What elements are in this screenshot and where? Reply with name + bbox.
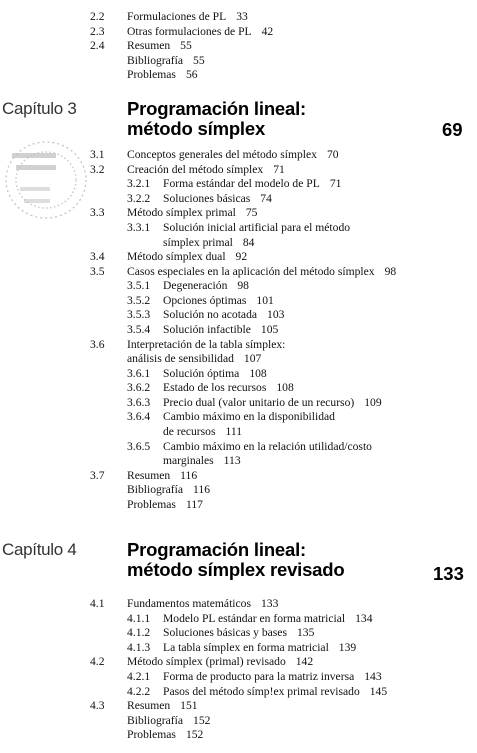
toc-entry-title: de recursos <box>163 425 216 438</box>
toc-entry-number: 3.2 <box>90 162 105 176</box>
toc-entry-title: Solución inicial artificial para el método <box>163 220 351 234</box>
toc-entry-title: Problemas <box>127 68 176 82</box>
toc-entry-title: Modelo PL estándar en forma matricial <box>163 611 346 625</box>
toc-entry-title: Soluciones básicas <box>163 191 251 205</box>
toc-entry-page: 113 <box>223 454 241 468</box>
toc-entry-title: Interpretación de la tabla símplex: <box>127 337 286 351</box>
toc-entry-page: 56 <box>185 68 198 82</box>
toc-entry-page: 109 <box>364 395 382 409</box>
toc-entry-page: 134 <box>355 611 373 625</box>
toc-entry-title: Problemas <box>127 497 176 511</box>
toc-entry-number: 3.6.4 <box>127 410 151 424</box>
toc-entry-number: 2.4 <box>90 39 105 53</box>
toc-entry-number: 4.1 <box>90 597 105 610</box>
toc-entry-page: 116 <box>180 468 198 482</box>
toc-entry-title: Bibliografía <box>127 483 184 497</box>
toc-entry-title: Solución óptima <box>163 366 240 380</box>
toc-entry-title: Precio dual (valor unitario de un recurso) <box>163 395 355 409</box>
toc-entry-page: 74 <box>260 191 272 205</box>
toc-entry-title: Forma de producto para la matriz inversa <box>163 670 355 683</box>
toc-entry-number: 4.2.2 <box>127 684 151 698</box>
toc-entry-number: 3.2.1 <box>127 177 151 191</box>
toc-entry-page: 105 <box>260 323 279 336</box>
library-stamp <box>0 135 95 225</box>
toc-entry-title: marginales <box>163 454 214 468</box>
toc-entry-page: 151 <box>180 699 198 713</box>
toc-entry-page: 117 <box>185 497 203 511</box>
toc-entry-number: 3.6 <box>90 337 105 351</box>
toc-entry-number: 3.6.3 <box>127 395 151 409</box>
toc-entry-page: 42 <box>261 24 274 38</box>
toc-entry-title: Opciones óptimas <box>163 293 247 307</box>
toc-entry-title: Problemas <box>127 728 176 742</box>
chapter-4-title <box>127 540 344 580</box>
toc-entry-title: Cambio máximo en la disponibilidad <box>163 410 335 424</box>
toc-entry-number: 4.1.3 <box>127 640 151 654</box>
toc-entry-number: 3.4 <box>90 250 105 264</box>
toc-entry-page: 92 <box>235 250 248 264</box>
chapter-4-title-line-1: Programación lineal: <box>127 539 306 560</box>
toc-entry-page: 108 <box>276 381 294 395</box>
toc-entry-page: 98 <box>384 264 397 278</box>
toc-entry-title: Casos especiales en la aplicación del método símplex <box>127 264 375 278</box>
toc-entry-number: 3.3.1 <box>127 220 151 234</box>
toc-entry-page: 152 <box>193 713 211 727</box>
toc-entry-title: Solución infactible <box>163 323 251 336</box>
chapter-4-label: Capítulo 4 <box>2 540 77 559</box>
toc-entry-title: Solución no acotada <box>163 308 258 322</box>
toc-entry-page: 101 <box>256 293 274 307</box>
toc-entry-title: Cambio máximo en la relación utilidad/costo <box>163 439 372 453</box>
toc-entry-title: símplex primal <box>163 235 233 249</box>
toc-entry-number: 3.6.5 <box>127 439 151 453</box>
toc-entry-title: Otras formulaciones de PL <box>127 24 252 38</box>
toc-entry-page: 111 <box>225 425 243 438</box>
toc-entry-page: 103 <box>267 308 285 322</box>
toc-entry-page: 75 <box>245 206 258 220</box>
toc-entry-title: Resumen <box>127 39 171 53</box>
chapter-3-title-line-2: método símplex <box>127 118 266 139</box>
toc-entry-number: 3.5 <box>90 264 105 278</box>
toc-entry-title: Pasos del método símp!ex primal revisado <box>163 684 360 698</box>
toc-entry-number: 4.1.2 <box>127 626 151 640</box>
toc-entry-page: 133 <box>260 597 279 610</box>
toc-entry-title: Método símplex (primal) revisado <box>127 655 286 669</box>
toc-entry-title: Fundamentos matemáticos <box>127 597 251 610</box>
toc-entry-number: 3.5.2 <box>127 293 151 307</box>
toc-entry-title: Soluciones básicas y bases <box>163 626 287 640</box>
toc-entry-page: 70 <box>326 148 339 161</box>
toc-entry-title: Conceptos generales del método símplex <box>127 148 317 161</box>
toc-entry-number: 3.2.2 <box>127 191 151 205</box>
toc-entry-page: 33 <box>236 10 248 23</box>
toc-entry-page: 143 <box>364 670 382 683</box>
toc-entry-page: 55 <box>193 53 205 67</box>
toc-entry-number: 4.2.1 <box>127 670 151 683</box>
toc-entry-title: Método símplex dual <box>127 250 226 264</box>
toc-entry-title: análisis de sensibilidad <box>127 352 234 366</box>
toc-entry-number: 3.5.1 <box>127 279 151 293</box>
toc-entry-number: 3.6.1 <box>127 366 151 380</box>
toc-entry-page: 71 <box>329 177 342 191</box>
toc-entry-number: 2.3 <box>90 24 105 38</box>
chapter-3-page: 69 <box>442 119 463 140</box>
toc-entry-title: Creación del método símplex <box>127 162 264 176</box>
toc-entry-number: 2.2 <box>90 10 105 23</box>
toc-entry-title: La tabla símplex en forma matricial <box>163 640 329 654</box>
chapter-3-title <box>127 99 306 139</box>
toc-entry-number: 4.2 <box>90 655 105 669</box>
toc-entry-page: 84 <box>242 235 255 249</box>
toc-entry-title: Resumen <box>127 468 171 482</box>
toc-entry-title: Bibliografía <box>127 53 184 67</box>
toc-entry-page: 98 <box>237 279 249 293</box>
toc-entry-page: 107 <box>243 352 262 366</box>
toc-entry-page: 139 <box>338 640 357 654</box>
toc-entry-number: 4.1.1 <box>127 611 151 625</box>
chapter-3-title-line-1: Programación lineal: <box>127 98 306 119</box>
toc-entry-number: 3.5.3 <box>127 308 151 322</box>
toc-entry-title: Resumen <box>127 699 171 713</box>
toc-entry-number: 3.5.4 <box>127 323 151 336</box>
toc-entry-page: 71 <box>273 162 285 176</box>
toc-entry-page: 145 <box>369 684 388 698</box>
toc-entry-page: 116 <box>193 483 210 497</box>
toc-entry-number: 3.3 <box>90 206 105 220</box>
chapter-4-page: 133 <box>433 563 464 584</box>
toc-entry-page: 142 <box>295 655 314 669</box>
chapter-4-title-line-2: método símplex revisado <box>127 559 345 580</box>
toc-entry-number: 3.1 <box>90 148 105 161</box>
toc-entry-title: Formulaciones de PL <box>127 10 227 23</box>
toc-entry-page: 152 <box>185 728 204 742</box>
toc-entry-number: 4.3 <box>90 699 105 713</box>
chapter-3-label: Capítulo 3 <box>2 99 77 118</box>
toc-entry-number: 3.7 <box>90 468 105 482</box>
toc-entry-title: Bibliografía <box>127 713 184 727</box>
toc-entry-number: 3.6.2 <box>127 381 151 395</box>
toc-entry-title: Forma estándar del modelo de PL <box>163 177 320 191</box>
toc-entry-title: Degeneración <box>163 279 228 293</box>
toc-entry-title: Método símplex primal <box>127 206 236 220</box>
toc-entry-page: 135 <box>296 626 315 640</box>
toc-entry-page: 55 <box>180 39 192 53</box>
toc-entry-page: 108 <box>249 366 267 380</box>
toc-entry-title: Estado de los recursos <box>163 381 267 395</box>
